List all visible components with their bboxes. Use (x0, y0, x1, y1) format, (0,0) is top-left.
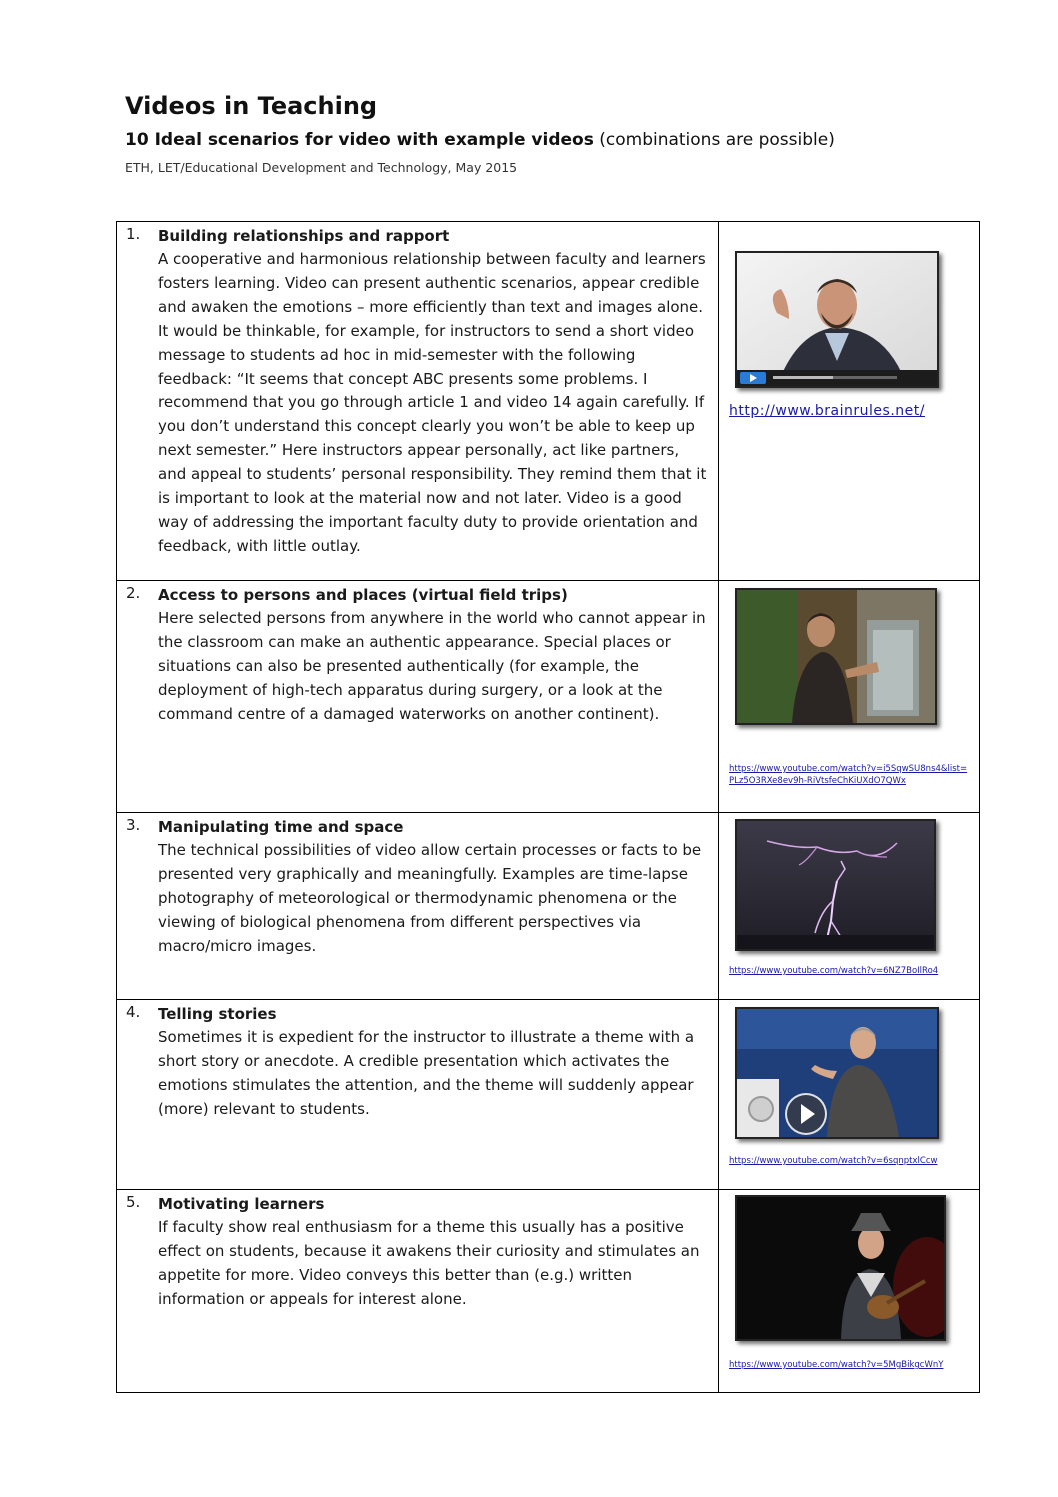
video-thumbnail[interactable] (735, 251, 939, 388)
speaker-scene (737, 253, 937, 386)
subtitle-rest: (combinations are possible) (599, 130, 835, 150)
scenario-description: Sometimes it is expedient for the instructor to illustrate a theme with a short story or anecdote. A credible presentation which activates the emotions stimulates the attention, and the theme will suddenly appear (more) relevant to students. (158, 1028, 695, 1118)
scenario-description: A cooperative and harmonious relationship between faculty and learners fosters learning. Video can present authentic scenarios, appear credible and awaken the emotions – more efficiently than text and images alone. It would be thinkable, for example, for instructors to send a short video message to students ad hoc in mid-semester with the following feedback: “It seems that concept ABC presents some problems. I recommend that you go through article 1 and video 14 again carefully. If you don’t understand this concept clearly you won’t be able to keep up next semester.” Here instructors appear personally, act like partners, and appeal to students’ personal responsibility. They remind them that it is important to look at the material now and not later. Video is a good way of addressing the important faculty duty to provide orientation and feedback, with little outlay. (158, 250, 707, 555)
scenarios-table (116, 221, 980, 1393)
scenario-description: Here selected persons from anywhere in the world who cannot appear in the classroom can make an authentic appearance. Special places or situations can also be presented authentically (for example, the deployment of high-tech apparatus during surgery, or a look at the command centre of a damaged waterworks on another continent). (158, 609, 706, 723)
storyteller-scene (737, 1009, 937, 1137)
scenario-media-cell (719, 1190, 980, 1393)
scenario-text-cell (117, 581, 719, 813)
scenario-number: 5. (126, 1193, 141, 1211)
scenario-heading: Building relationships and rapport (158, 227, 450, 245)
scenario-heading: Access to persons and places (virtual field trips) (158, 586, 568, 604)
scenario-text-cell (117, 1190, 719, 1393)
example-video-link[interactable]: https://www.youtube.com/watch?v=i5SqwSU8ns4&list=PLz5O3RXe8ev9h-RiVtsfeChKiUXdO7QWx (729, 764, 968, 786)
player-controls (737, 370, 937, 386)
scenario-media-cell (719, 581, 980, 813)
example-video-link[interactable]: https://www.youtube.com/watch?v=5MgBikgcWnY (729, 1360, 944, 1370)
scenario-media-cell (719, 222, 980, 581)
example-video-link[interactable]: https://www.youtube.com/watch?v=6sqnptxlCcw (729, 1156, 938, 1166)
scenario-number: 3. (126, 816, 141, 834)
scenario-heading: Manipulating time and space (158, 818, 404, 836)
ukulele-scene (737, 1197, 944, 1339)
scenario-media-cell (719, 813, 980, 1000)
scenario-media-cell (719, 1000, 980, 1190)
example-video-link[interactable]: https://www.youtube.com/watch?v=6NZ7BoIlRo4 (729, 966, 939, 976)
table-row (117, 1000, 980, 1190)
table-row (117, 1190, 980, 1393)
scenario-number: 1. (126, 225, 141, 243)
scenario-description: If faculty show real enthusiasm for a theme this usually has a positive effect on students, because it awakens their curiosity and stimulates an appetite for more. Video conveys this better than (e.g.) written information or appeals for interest alone. (158, 1218, 700, 1308)
table-row (117, 813, 980, 1000)
scenario-heading: Telling stories (158, 1005, 277, 1023)
play-icon[interactable] (740, 372, 766, 384)
scenario-text-cell (117, 222, 719, 581)
play-icon[interactable] (785, 1093, 827, 1135)
subtitle-bold: 10 Ideal scenarios for video with example videos (125, 130, 594, 150)
scenario-text-cell (117, 1000, 719, 1190)
scenario-heading: Motivating learners (158, 1195, 325, 1213)
video-thumbnail[interactable] (735, 819, 936, 951)
scenario-description: The technical possibilities of video allow certain processes or facts to be presented very graphically and meaningfully. Examples are time-lapse photography of meteorological or thermodynamic phenomena or the viewing of biological phenomena from different perspectives via macro/micro images. (158, 841, 702, 955)
scenario-number: 4. (126, 1003, 141, 1021)
video-thumbnail[interactable] (735, 1007, 939, 1139)
video-thumbnail[interactable] (735, 588, 937, 725)
byline: ETH, LET/Educational Development and Technology, May 2015 (125, 160, 518, 175)
scenario-text-cell (117, 813, 719, 1000)
video-thumbnail[interactable] (735, 1195, 946, 1341)
scenario-number: 2. (126, 584, 141, 602)
page-title: Videos in Teaching (125, 92, 378, 120)
example-video-link[interactable]: http://www.brainrules.net/ (729, 403, 925, 419)
lab-scene (737, 590, 935, 723)
progress-bar[interactable] (773, 376, 897, 379)
subtitle (125, 130, 835, 150)
table-row (117, 222, 980, 581)
lightning-scene (737, 821, 934, 949)
table-row (117, 581, 980, 813)
